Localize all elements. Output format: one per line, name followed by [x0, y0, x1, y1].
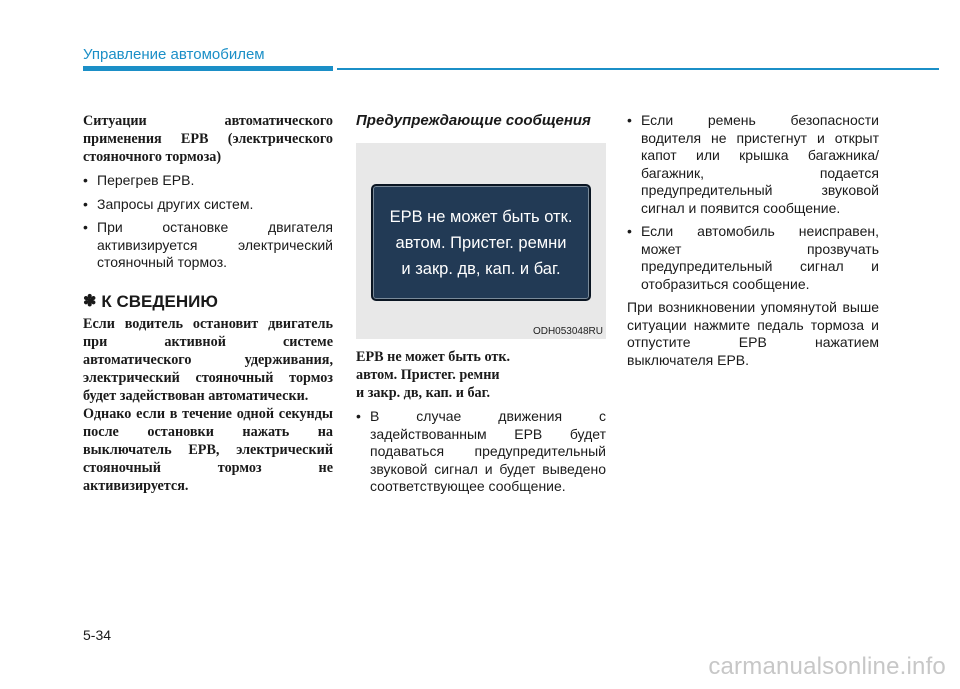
list-item: • В случае движения с задействованным EPB будет подаваться предупредительный звуковой сигнал и будет выведено соответствующее сообщение.	[356, 408, 606, 496]
header-bar-thick	[83, 66, 333, 71]
caption-line: EPB не может быть отк.	[356, 349, 511, 365]
notice-paragraph-2: Однако если в течение одной секунды после остановки нажать на выключатель EPB, электрический стояночный тормоз не активизируется.	[83, 405, 333, 494]
column-3	[627, 112, 879, 369]
epb-auto-apply-list	[83, 172, 333, 272]
page-number: 5-34	[83, 627, 112, 643]
column-2	[356, 112, 606, 502]
column-1	[83, 112, 333, 495]
warning-messages-heading: Предупреждающие сообщения	[356, 112, 591, 129]
display-line: EPB не может быть отк.	[389, 207, 573, 226]
epb-auto-apply-heading: Ситуации автоматического применения EPB (электрического стояночного тормоза)	[83, 113, 333, 165]
list-item: • Если автомобиль неисправен, может прозвучать предупредительный сигнал и отобразиться сообщение.	[627, 223, 879, 293]
header-title: Управление автомобилем	[83, 46, 265, 63]
warning-list	[356, 408, 606, 496]
figure-caption	[356, 348, 606, 402]
caption-line: и закр. дв, кап. и баг.	[356, 385, 491, 401]
list-item: • Запросы других систем.	[83, 196, 333, 214]
display-line: автом. Пристег. ремни	[395, 233, 567, 252]
header-bar-thin	[337, 68, 939, 70]
figure-code: ODH053048RU	[532, 326, 603, 337]
cluster-display-figure	[356, 143, 606, 339]
cluster-display-screen	[371, 184, 591, 301]
list-item: • При остановке двигателя активизируется электрический стояночный тормоз.	[83, 219, 333, 272]
notice-paragraph-1: Если водитель остановит двигатель при активной системе автоматического удерживания, электрический стояночный тормоз будет задействован автоматически.	[83, 315, 333, 404]
notice-title	[83, 292, 333, 312]
instruction-paragraph: При возникновении упомянутой выше ситуации нажмите педаль тормоза и отпустите EPB нажатием выключателя EPB.	[627, 299, 879, 368]
display-line: и закр. дв, кап. и баг.	[401, 259, 561, 278]
warning-list-continued	[627, 112, 879, 293]
caption-line: автом. Пристег. ремни	[356, 367, 500, 383]
display-message	[390, 204, 573, 282]
list-item: • Если ремень безопасности водителя не пристегнут и открыт капот или крышка багажника/багажник, подается предупредительный звуковой сигнал и появится сообщение.	[627, 112, 879, 217]
watermark: carmanualsonline.info	[708, 653, 946, 680]
star-icon: ✽	[83, 292, 97, 310]
notice-title-text: К СВЕДЕНИЮ	[101, 291, 218, 311]
list-item: • Перегрев EPB.	[83, 172, 333, 190]
